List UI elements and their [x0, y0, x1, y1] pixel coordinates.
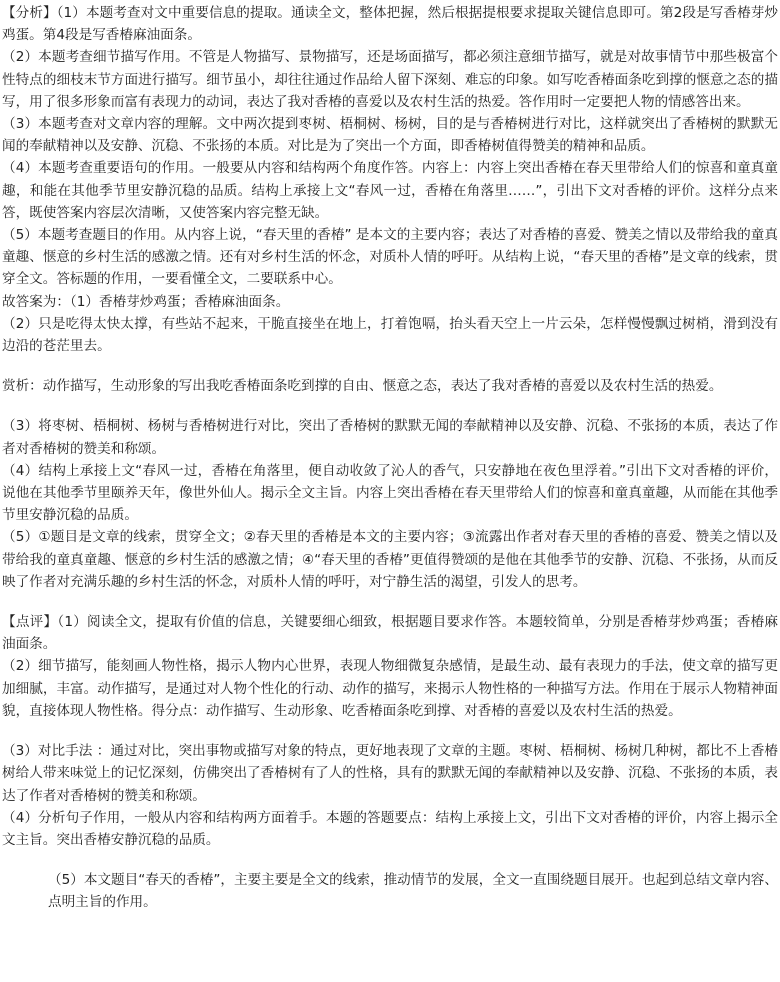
answer-5: （5）①题目是文章的线索，贯穿全文；②春天里的香椿是本文的主要内容；③流露出作者对春天里的香椿的喜爱、赞美之情以及带给我的童真童趣、惬意的乡村生活的感激之情；④“春天里的香椿”更值得赞颂的是他在其他季节的安静、沉稳、不张扬，从而反映了作者对充满乐趣的乡村生活的怀念，对质朴人情的呼吁，对宁静生活的渴望，引发人的思考。 — [2, 529, 778, 590]
answer-4: （4）结构上承接上文“春风一过，香椿在角落里，便自动收敛了沁人的香气，只安静地在夜色里浮着。”引出下文对香椿的评价，说他在其他季节里颐养天年，像世外仙人。揭示全文主旨。内容上突出香椿在春天里带给人们的惊喜和童真童趣，从而能在其他季节里安静沉稳的品质。 — [2, 462, 778, 524]
analysis-paragraph-5: （5）本题考查题目的作用。从内容上说，“春天里的香椿” 是本文的主要内容；表达了对香椿的喜爱、赞美之情以及带给我的童真童趣、惬意的乡村生活的感激之情。还有对乡村生活的怀念，对质朴人情的呼吁。从结构上说，“春天里的香椿”是文章的线索，贯穿全文。答标题的作用，一要看懂全文，二要联系中心。 — [2, 227, 778, 288]
spacer — [2, 722, 778, 740]
spacer — [2, 397, 778, 415]
answer-lead: 故答案为：（1）香椿芽炒鸡蛋；香椿麻油面条。 — [2, 293, 290, 310]
comment-5: （5）本文题目“春天的香椿”，主要主要是全文的线索，推动情节的发展，全文一直围绕题目展开。也起到总结文章内容、点明主旨的作用。 — [48, 872, 778, 911]
spacer — [2, 357, 778, 375]
analysis-paragraph-4: （4）本题考查重要语句的作用。一般要从内容和结构两个角度作答。内容上：内容上突出香椿在春天里带给人们的惊喜和童真童趣，和能在其他季节里安静沉稳的品质。结构上承接上文“春风一过，香椿在角落里……”，引出下文对香椿的评价。这样分点来答，既使答案内容层次清晰，又使答案内容完整无缺。 — [2, 160, 778, 221]
analysis-point-1: （1）本题考查对文中重要信息的提取。通读全文，整体把握，然后根据提根要求提取关键信息即可。第2段是写香椿芽炒鸡蛋。第4段是写香椿麻油面条。 — [2, 5, 779, 44]
analysis-paragraph-3: （3）本题考查对文章内容的理解。文中两次提到枣树、梧桐树、杨树，目的是与香椿树进行对比，这样就突出了香椿树的默默无闻的奉献精神以及安静、沉稳、不张扬的本质。对比是为了突出一个方面，即香椿树值得赞美的精神和品质。 — [2, 116, 778, 155]
spacer — [2, 593, 778, 611]
answer-appreciation: 赏析：动作描写，生动形象的写出我吃香椿面条吃到撑的自由、惬意之态，表达了我对香椿的喜爱以及农村生活的热爱。 — [2, 378, 723, 395]
analysis-paragraph-2: （2）本题考查细节描写作用。不管是人物描写、景物描写，还是场面描写，都必须注意细节描写，就是对故事情节中那些极富个性特点的细枝末节方面进行描写。细节虽小，却往往通过作品给人留下深刻、难忘的印象。如写吃香椿面条吃到撑的惬意之态的描写，用了很多形象而富有表现力的动词，表达了我对香椿的喜爱以及农村生活的热爱。答作用时一定要把人物的情感答出来。 — [2, 49, 778, 110]
comment-1: 【点评】（1）阅读全文，提取有价值的信息，关键要细心细致，根据题目要求作答。本题较简单，分别是香椿芽炒鸡蛋；香椿麻油面条。 — [2, 614, 778, 653]
answer-2: （2）只是吃得太快太撑，有些站不起来，干脆直接坐在地上，打着饱嗝，抬头看天空上一片云朵，怎样慢慢飘过树梢，滑到没有边沿的苍茫里去。 — [2, 315, 778, 355]
analysis-tag: 【分析】 — [2, 5, 57, 21]
spacer — [2, 851, 778, 869]
comment-3: （3）对比手法 ：通过对比，突出事物或描写对象的特点，更好地表现了文章的主题。枣树、梧桐树、杨树几种树，都比不上香椿树给人带来味觉上的记忆深刻，仿佛突出了香椿树有了人的性格，具有的默默无闻的奉献精神以及安静、沉稳、不张扬的本质，表达了作者对香椿树的赞美和称颂。 — [2, 743, 778, 804]
comment-4: （4）分析句子作用，一般从内容和结构两方面着手。本题的答题要点：结构上承接上文，引出下文对香椿的评价，内容上揭示全文主旨。突出香椿安静沉稳的品质。 — [2, 809, 778, 848]
analysis-paragraph-1 — [2, 2, 778, 46]
answer-3: （3）将枣树、梧桐树、杨树与香椿树进行对比，突出了香椿树的默默无闻的奉献精神以及安静、沉稳、不张扬的本质，表达了作者对香椿树的赞美和称颂。 — [2, 418, 778, 457]
comment-2: （2）细节描写，能刻画人物性格，揭示人物内心世界，表现人物细微复杂感情，是最生动、最有表现力的手法，使文章的描写更加细腻，丰富。动作描写，是通过对人物个性化的行动、动作的描写，来揭示人物性格的一种描写方法。作用在于展示人物精神面貌，直接体现人物性格。得分点：动作描写、生动形象、吃香椿面条吃到撑、对香椿的喜爱以及农村生活的热爱。 — [2, 658, 778, 719]
